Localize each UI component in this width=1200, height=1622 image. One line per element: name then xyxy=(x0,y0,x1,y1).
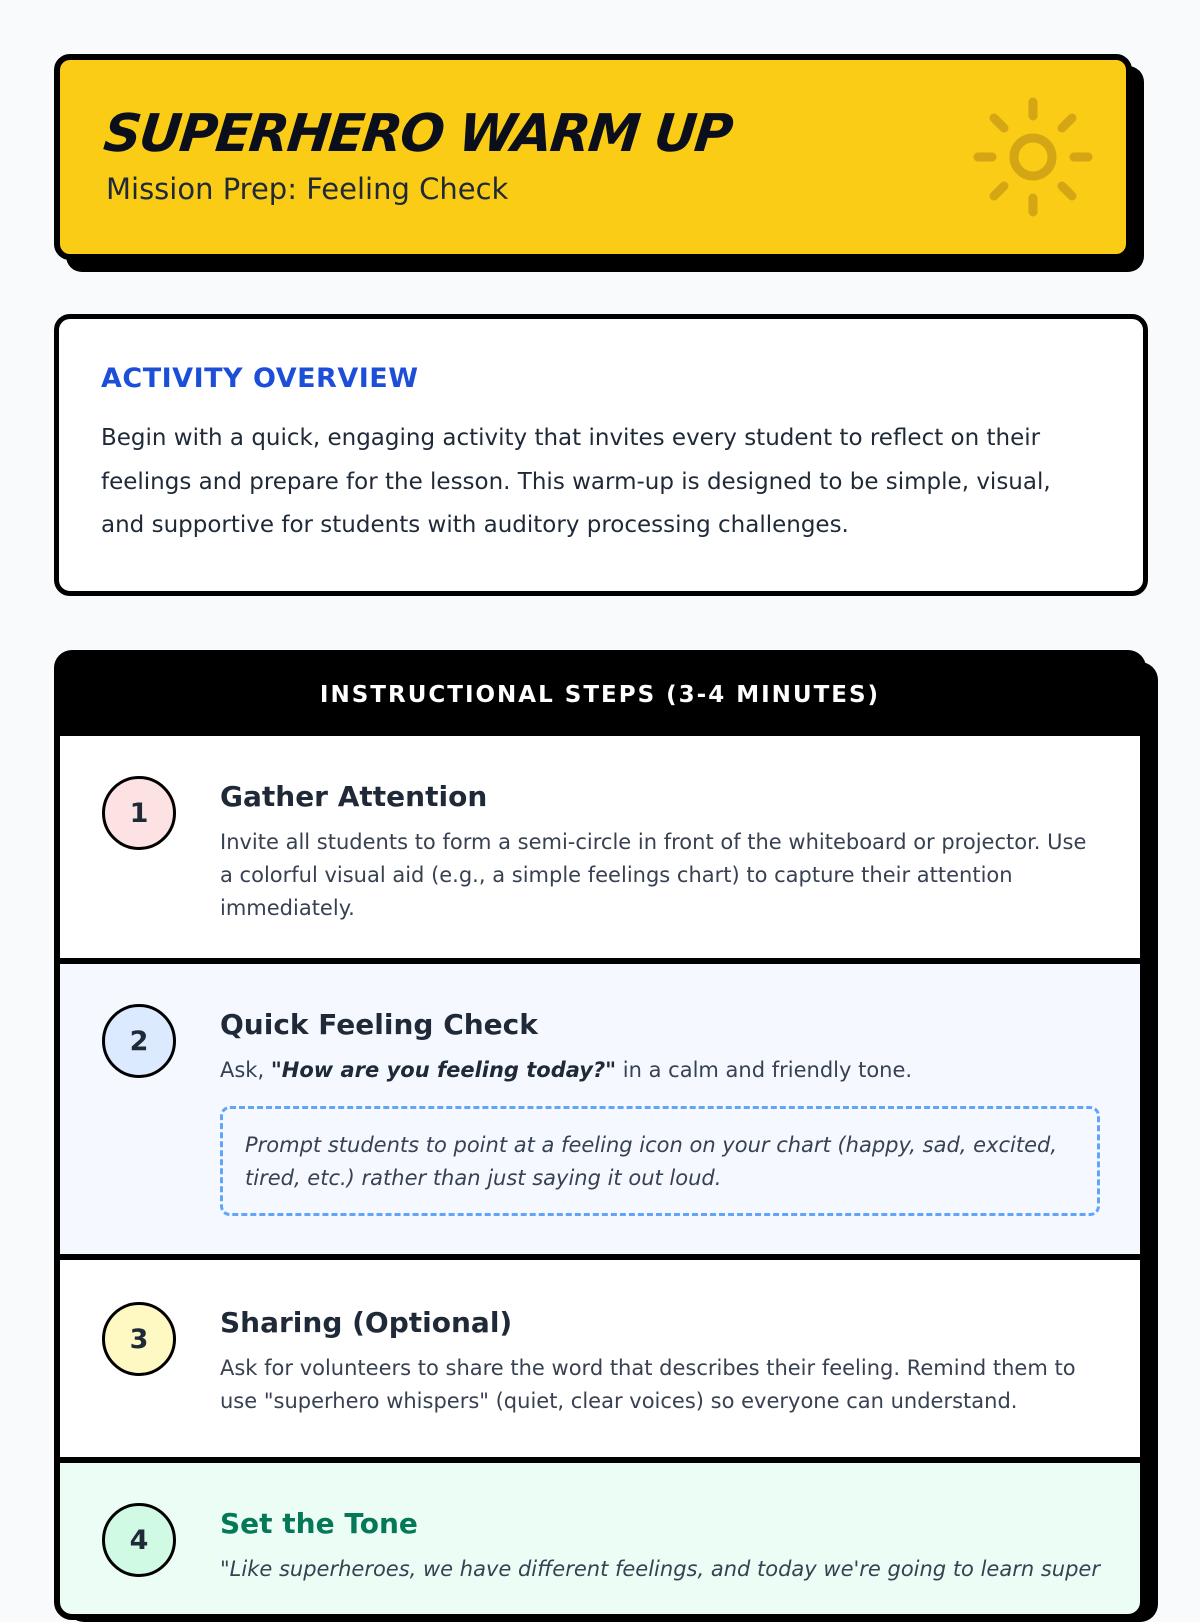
page-subtitle: Mission Prep: Feeling Check xyxy=(106,172,509,206)
step-item xyxy=(60,1260,1140,1457)
overview-title: ACTIVITY OVERVIEW xyxy=(101,363,419,394)
step-number-badge: 1 xyxy=(102,776,176,850)
header-card xyxy=(54,54,1144,274)
step-title: Sharing (Optional) xyxy=(220,1306,513,1339)
instructional-steps-card xyxy=(54,650,1146,1620)
step-title: Quick Feeling Check xyxy=(220,1008,538,1041)
step-description-prefix: Ask, xyxy=(220,1058,265,1082)
step-description: Invite all students to form a semi-circle in front of the whiteboard or projector. Use a colorful visual aid (e.g., a simple feelings chart) to capture their attention immediately. xyxy=(220,830,1087,920)
step-item xyxy=(60,964,1140,1254)
step-number-badge: 2 xyxy=(102,1004,176,1078)
step-description-suffix: in a calm and friendly tone. xyxy=(622,1058,913,1082)
tip-callout: Prompt students to point at a feeling icon on your chart (happy, sad, excited, tired, etc.) rather than just saying it out loud. xyxy=(220,1106,1100,1216)
step-number-badge: 4 xyxy=(102,1503,176,1577)
step-description: "Like superheroes, we have different feelings, and today we're going to learn super xyxy=(220,1557,1100,1581)
overview-text: Begin with a quick, engaging activity that invites every student to reflect on their feelings and prepare for the lesson. This warm-up is designed to be simple, visual, and supportive for students with auditory processing challenges. xyxy=(101,425,1051,538)
step-item xyxy=(60,736,1140,958)
sun-icon xyxy=(970,94,1096,220)
step-question: "How are you feeling today?" xyxy=(270,1058,617,1082)
step-title: Set the Tone xyxy=(220,1507,418,1540)
step-description xyxy=(220,1054,1100,1087)
step-title: Gather Attention xyxy=(220,780,488,813)
step-description: Ask for volunteers to share the word that describes their feeling. Remind them to use "superhero whispers" (quiet, clear voices) so everyone can understand. xyxy=(220,1356,1076,1413)
page-title: SUPERHERO WARM UP xyxy=(100,104,734,164)
step-number-badge: 3 xyxy=(102,1302,176,1376)
step-item xyxy=(60,1463,1140,1620)
steps-header: INSTRUCTIONAL STEPS (3-4 MINUTES) xyxy=(319,682,881,708)
activity-overview-card xyxy=(54,314,1148,596)
header-banner xyxy=(54,54,1132,260)
